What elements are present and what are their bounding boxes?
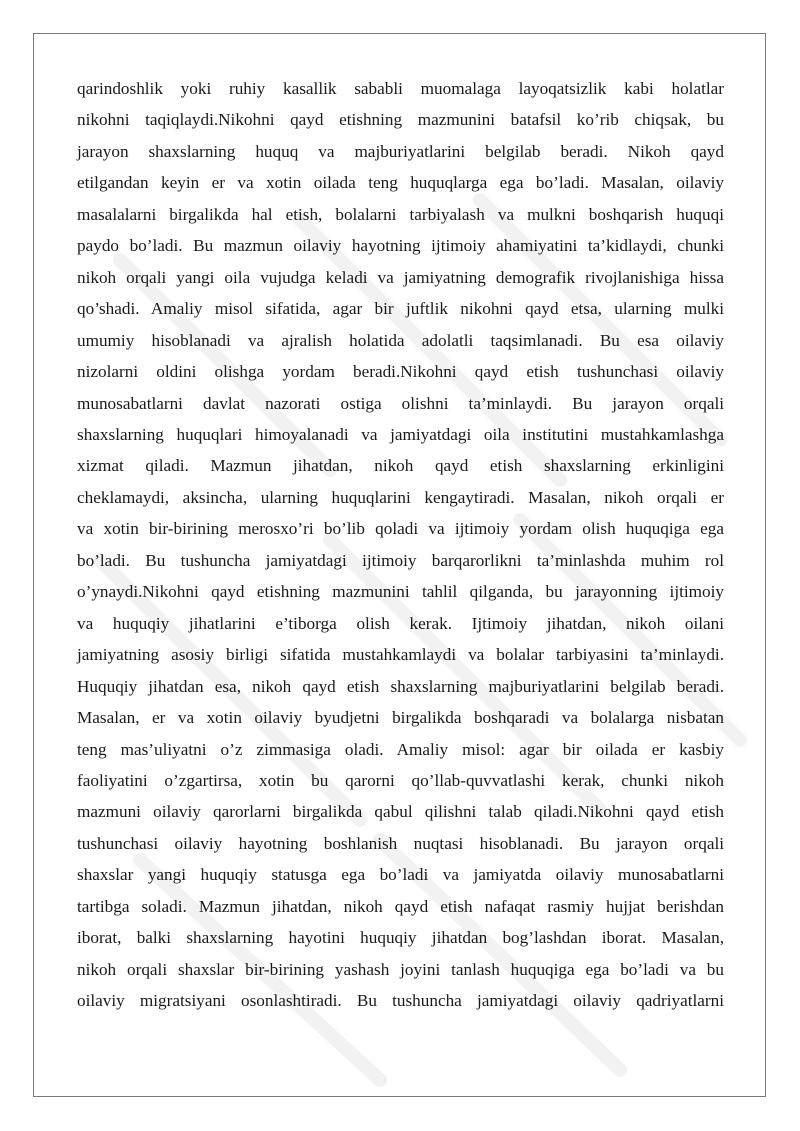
- text-line: oilaviy migratsiyani osonlashtiradi. Bu tushuncha jamiyatdagi oilaviy qadriyatlarni: [77, 991, 724, 1011]
- text-line: qarindoshlik yoki ruhiy kasallik sababli muomalaga layoqatsizlik kabi holatlar: [77, 79, 724, 98]
- text-line: Masalan, er va xotin oilaviy byudjetni birgalikda boshqaradi va bolalarga nisbatan: [77, 708, 724, 728]
- text-line: faoliyatini o’zgartirsa, xotin bu qarorni qo’llab-quvvatlashi kerak, chunki nikoh: [77, 770, 724, 790]
- text-line: shaxslarning huquqlari himoyalanadi va jamiyatdagi oila institutini mustahkamlashga: [77, 424, 724, 444]
- text-line: shaxslar yangi huquqiy statusga ega bo’ladi va jamiyatda oilaviy munosabatlarni: [77, 865, 724, 885]
- text-line: tushunchasi oilaviy hayotning boshlanish nuqtasi hisoblanadi. Bu jarayon orqali: [77, 833, 724, 853]
- text-line: o’ynaydi.Nikohni qayd etishning mazmunini tahlil qilganda, bu jarayonning ijtimoiy: [77, 582, 724, 602]
- document-body-text: [77, 73, 724, 1017]
- text-line: jamiyatning asosiy birligi sifatida mustahkamlaydi va bolalar tarbiyasini ta’minlaydi.: [77, 645, 724, 665]
- text-line: qo’shadi. Amaliy misol sifatida, agar bir juftlik nikohni qayd etsa, ularning mulki: [77, 299, 724, 319]
- text-line: bo’ladi. Bu tushuncha jamiyatdagi ijtimoiy barqarorlikni ta’minlashda muhim rol: [77, 550, 724, 570]
- text-line: iborat, balki shaxslarning hayotini huquqiy jihatdan bog’lashdan iborat. Masalan,: [77, 928, 724, 948]
- text-line: xizmat qiladi. Mazmun jihatdan, nikoh qayd etish shaxslarning erkinligini: [77, 456, 724, 476]
- text-line: nizolarni oldini olishga yordam beradi.Nikohni qayd etish tushunchasi oilaviy: [77, 362, 724, 382]
- text-line: etilgandan keyin er va xotin oilada teng huquqlarga ega bo’ladi. Masalan, oilaviy: [77, 173, 724, 193]
- text-line: nikohni taqiqlaydi.Nikohni qayd etishning mazmunini batafsil ko’rib chiqsak, bu: [77, 110, 724, 130]
- text-line: va xotin bir-birining merosxo’ri bo’lib qoladi va ijtimoiy yordam olish huquqiga ega: [77, 519, 724, 539]
- text-line: munosabatlarni davlat nazorati ostiga olishni ta’minlaydi. Bu jarayon orqali: [77, 393, 724, 413]
- text-line: masalalarni birgalikda hal etish, bolalarni tarbiyalash va mulkni boshqarish huquqi: [77, 204, 724, 224]
- text-line: nikoh orqali yangi oila vujudga keladi va jamiyatning demografik rivojlanishiga hissa: [77, 267, 724, 287]
- text-line: jarayon shaxslarning huquq va majburiyatlarini belgilab beradi. Nikoh qayd: [77, 141, 724, 161]
- text-line: va huquqiy jihatlarini e’tiborga olish kerak. Ijtimoiy jihatdan, nikoh oilani: [77, 613, 724, 633]
- text-line: teng mas’uliyatni o’z zimmasiga oladi. Amaliy misol: agar bir oilada er kasbiy: [77, 739, 724, 759]
- text-line: tartibga soladi. Mazmun jihatdan, nikoh qayd etish nafaqat rasmiy hujjat berishdan: [77, 896, 724, 916]
- text-line: cheklamaydi, aksincha, ularning huquqlarini kengaytiradi. Masalan, nikoh orqali er: [77, 487, 724, 507]
- text-line: umumiy hisoblanadi va ajralish holatida adolatli taqsimlanadi. Bu esa oilaviy: [77, 330, 724, 350]
- text-line: Huquqiy jihatdan esa, nikoh qayd etish shaxslarning majburiyatlarini belgilab beradi.: [77, 676, 724, 696]
- text-line: nikoh orqali shaxslar bir-birining yashash joyini tanlash huquqiga ega bo’ladi va bu: [77, 959, 724, 979]
- text-line: paydo bo’ladi. Bu mazmun oilaviy hayotning ijtimoiy ahamiyatini ta’kidlaydi, chunki: [77, 236, 724, 256]
- text-line: mazmuni oilaviy qarorlarni birgalikda qabul qilishni talab qiladi.Nikohni qayd etish: [77, 802, 724, 822]
